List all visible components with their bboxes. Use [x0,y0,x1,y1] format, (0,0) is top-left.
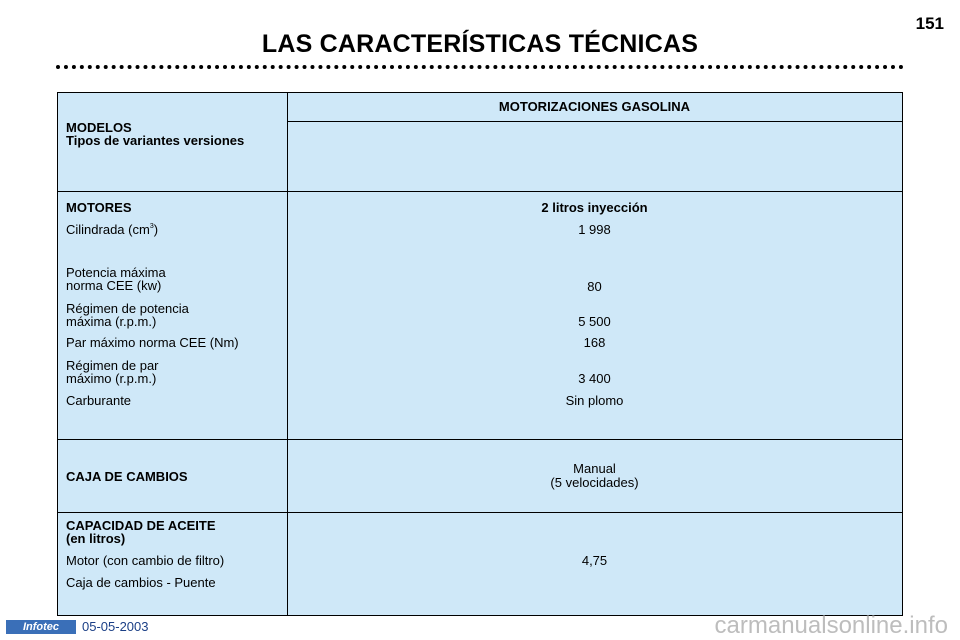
aceite-motor-value: 4,75 [581,553,608,568]
aceite-label-line1: CAPACIDAD DE ACEITE [66,518,216,533]
cilindrada-value: 1 998 [578,222,611,237]
aceite-label-line2: (en litros) [66,531,126,546]
regimen-potencia-label-line1: Régimen de potencia [66,301,189,316]
motores-label: MOTORES [66,200,132,215]
modelos-label: MODELOS [66,120,132,135]
page-title: LAS CARACTERÍSTICAS TÉCNICAS [261,30,699,58]
row-divider-caja [58,512,902,513]
caja-value-line2: (5 velocidades) [550,475,639,490]
row-divider-modelos [58,191,902,192]
footer-date: 05-05-2003 [82,619,149,634]
aceite-caja-label: Caja de cambios - Puente [66,575,216,590]
par-maximo-label: Par máximo norma CEE (Nm) [66,335,239,350]
regimen-par-value: 3 400 [578,371,611,386]
regimen-potencia-value: 5 500 [578,314,611,329]
modelos-sublabel: Tipos de variantes versiones [66,133,245,148]
carburante-label: Carburante [66,393,132,408]
potencia-label-line1: Potencia máxima [66,265,166,280]
spec-table [57,92,903,616]
potencia-label-line2: norma CEE (kw) [66,278,162,293]
aceite-motor-label: Motor (con cambio de filtro) [66,553,225,568]
cilindrada-label: Cilindrada $(cm^3)$ [66,222,159,237]
potencia-value: 80 [587,279,602,294]
motores-value: 2 litros inyección [541,200,648,215]
carburante-value: Sin plomo [565,393,624,408]
header-engine-type: MOTORIZACIONES GASOLINA [498,99,691,114]
regimen-par-label-line1: Régimen de par [66,358,159,373]
infotec-logo: Infotec [6,620,76,634]
par-maximo-value: 168 [583,335,606,350]
page-number: 151 [915,14,944,33]
dotted-divider [56,65,904,69]
caja-value-line1: Manual [573,461,616,476]
cilindrada-superscript: 3 [149,223,154,230]
header-divider [287,121,902,122]
regimen-potencia-label-line2: máxima (r.p.m.) [66,314,157,329]
caja-label: CAJA DE CAMBIOS [66,469,188,484]
row-divider-motores [58,439,902,440]
column-divider [287,93,288,615]
watermark: carmanualsonline.info [714,612,948,639]
regimen-par-label-line2: máximo (r.p.m.) [66,371,157,386]
